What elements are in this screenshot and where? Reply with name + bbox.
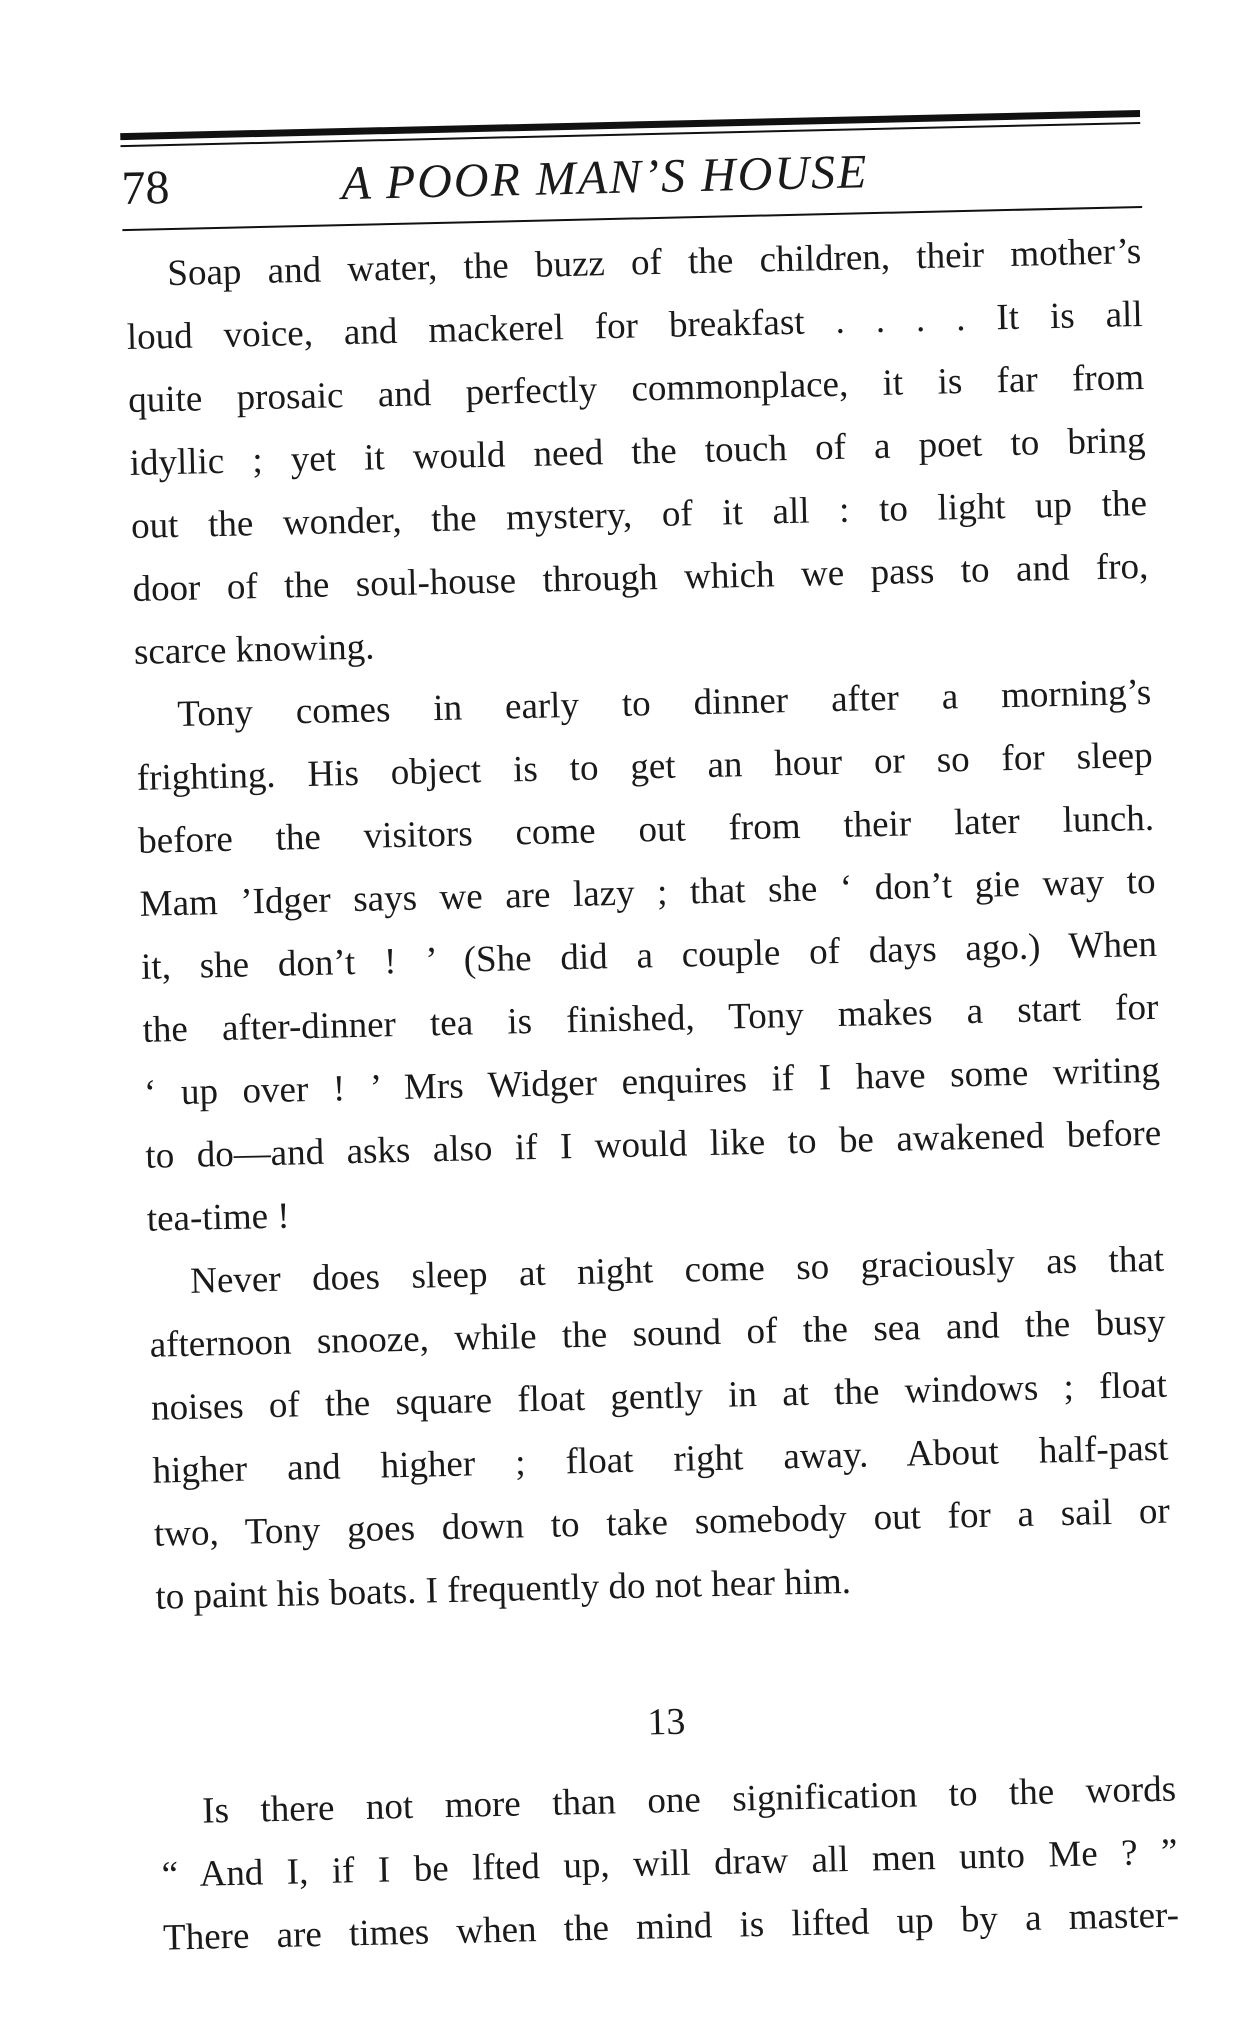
text-line: noises of the square float gently in at the windows ; float [150, 1364, 1168, 1429]
text-line: to paint his boats. I frequently do not hear him. [154, 1560, 852, 1618]
text-line: quite prosaic and perfectly commonplace, it is far from [127, 356, 1145, 421]
text-line: Tony comes in early to dinner after a morning’s [176, 671, 1152, 735]
text-line: Never does sleep at night come so graciously as that [189, 1238, 1165, 1302]
text-line: the after-dinner tea is finished, Tony makes a start for [142, 986, 1159, 1051]
text-line: tea-time ! [146, 1195, 291, 1240]
text-line: There are times when the mind is lifted up by a master- [162, 1894, 1180, 1959]
text-line: higher and higher ; float right away. About half-past [152, 1427, 1169, 1492]
text-line: Soap and water, the buzz of the children, their mother’s [166, 230, 1142, 295]
text-line: Is there not more than one signification to the words [201, 1768, 1177, 1832]
text-line: loud voice, and mackerel for breakfast . . . . It is all [126, 293, 1144, 359]
paragraph-1 [125, 220, 1151, 684]
paragraph-2 [135, 661, 1164, 1251]
text-line: idyllic ; yet it would need the touch of a poet to bring [129, 419, 1146, 484]
text-line: frighting. His object is to get an hour or so for sleep [136, 734, 1154, 799]
page-number: 78 [120, 161, 171, 216]
text-line: scarce knowing. [133, 626, 375, 673]
running-header [121, 136, 1142, 229]
running-title: A POOR MAN’S HOUSE [340, 145, 869, 211]
text-line: afternoon snooze, while the sound of the sea and the busy [149, 1301, 1166, 1366]
text-line: out the wonder, the mystery, of it all : to light up the [130, 482, 1148, 547]
text-line: “ And I, if I be lfted up, will draw all men unto Me ? ” [161, 1831, 1178, 1896]
text-line: Mam ’Idger says we are lazy ; that she ‘ don’t gie way to [139, 860, 1156, 925]
paragraph-3 [148, 1228, 1172, 1629]
text-line: ‘ up over ! ’ Mrs Widger enquires if I have some writing [143, 1049, 1161, 1114]
text-line: before the visitors come out from their later lunch. [137, 797, 1155, 862]
text-line: it, she don’t ! ’ (She did a couple of days ago.) When [140, 923, 1158, 988]
section-number: 13 [646, 1700, 686, 1744]
text-line: door of the soul-house through which we pass to and fro, [132, 545, 1149, 610]
paragraph-4 [160, 1758, 1180, 1970]
body-text [125, 220, 1180, 1970]
text-line: two, Tony goes down to take somebody out for a sail or [153, 1490, 1171, 1555]
text-line: to do—and asks also if I would like to be awakened before [144, 1112, 1162, 1177]
